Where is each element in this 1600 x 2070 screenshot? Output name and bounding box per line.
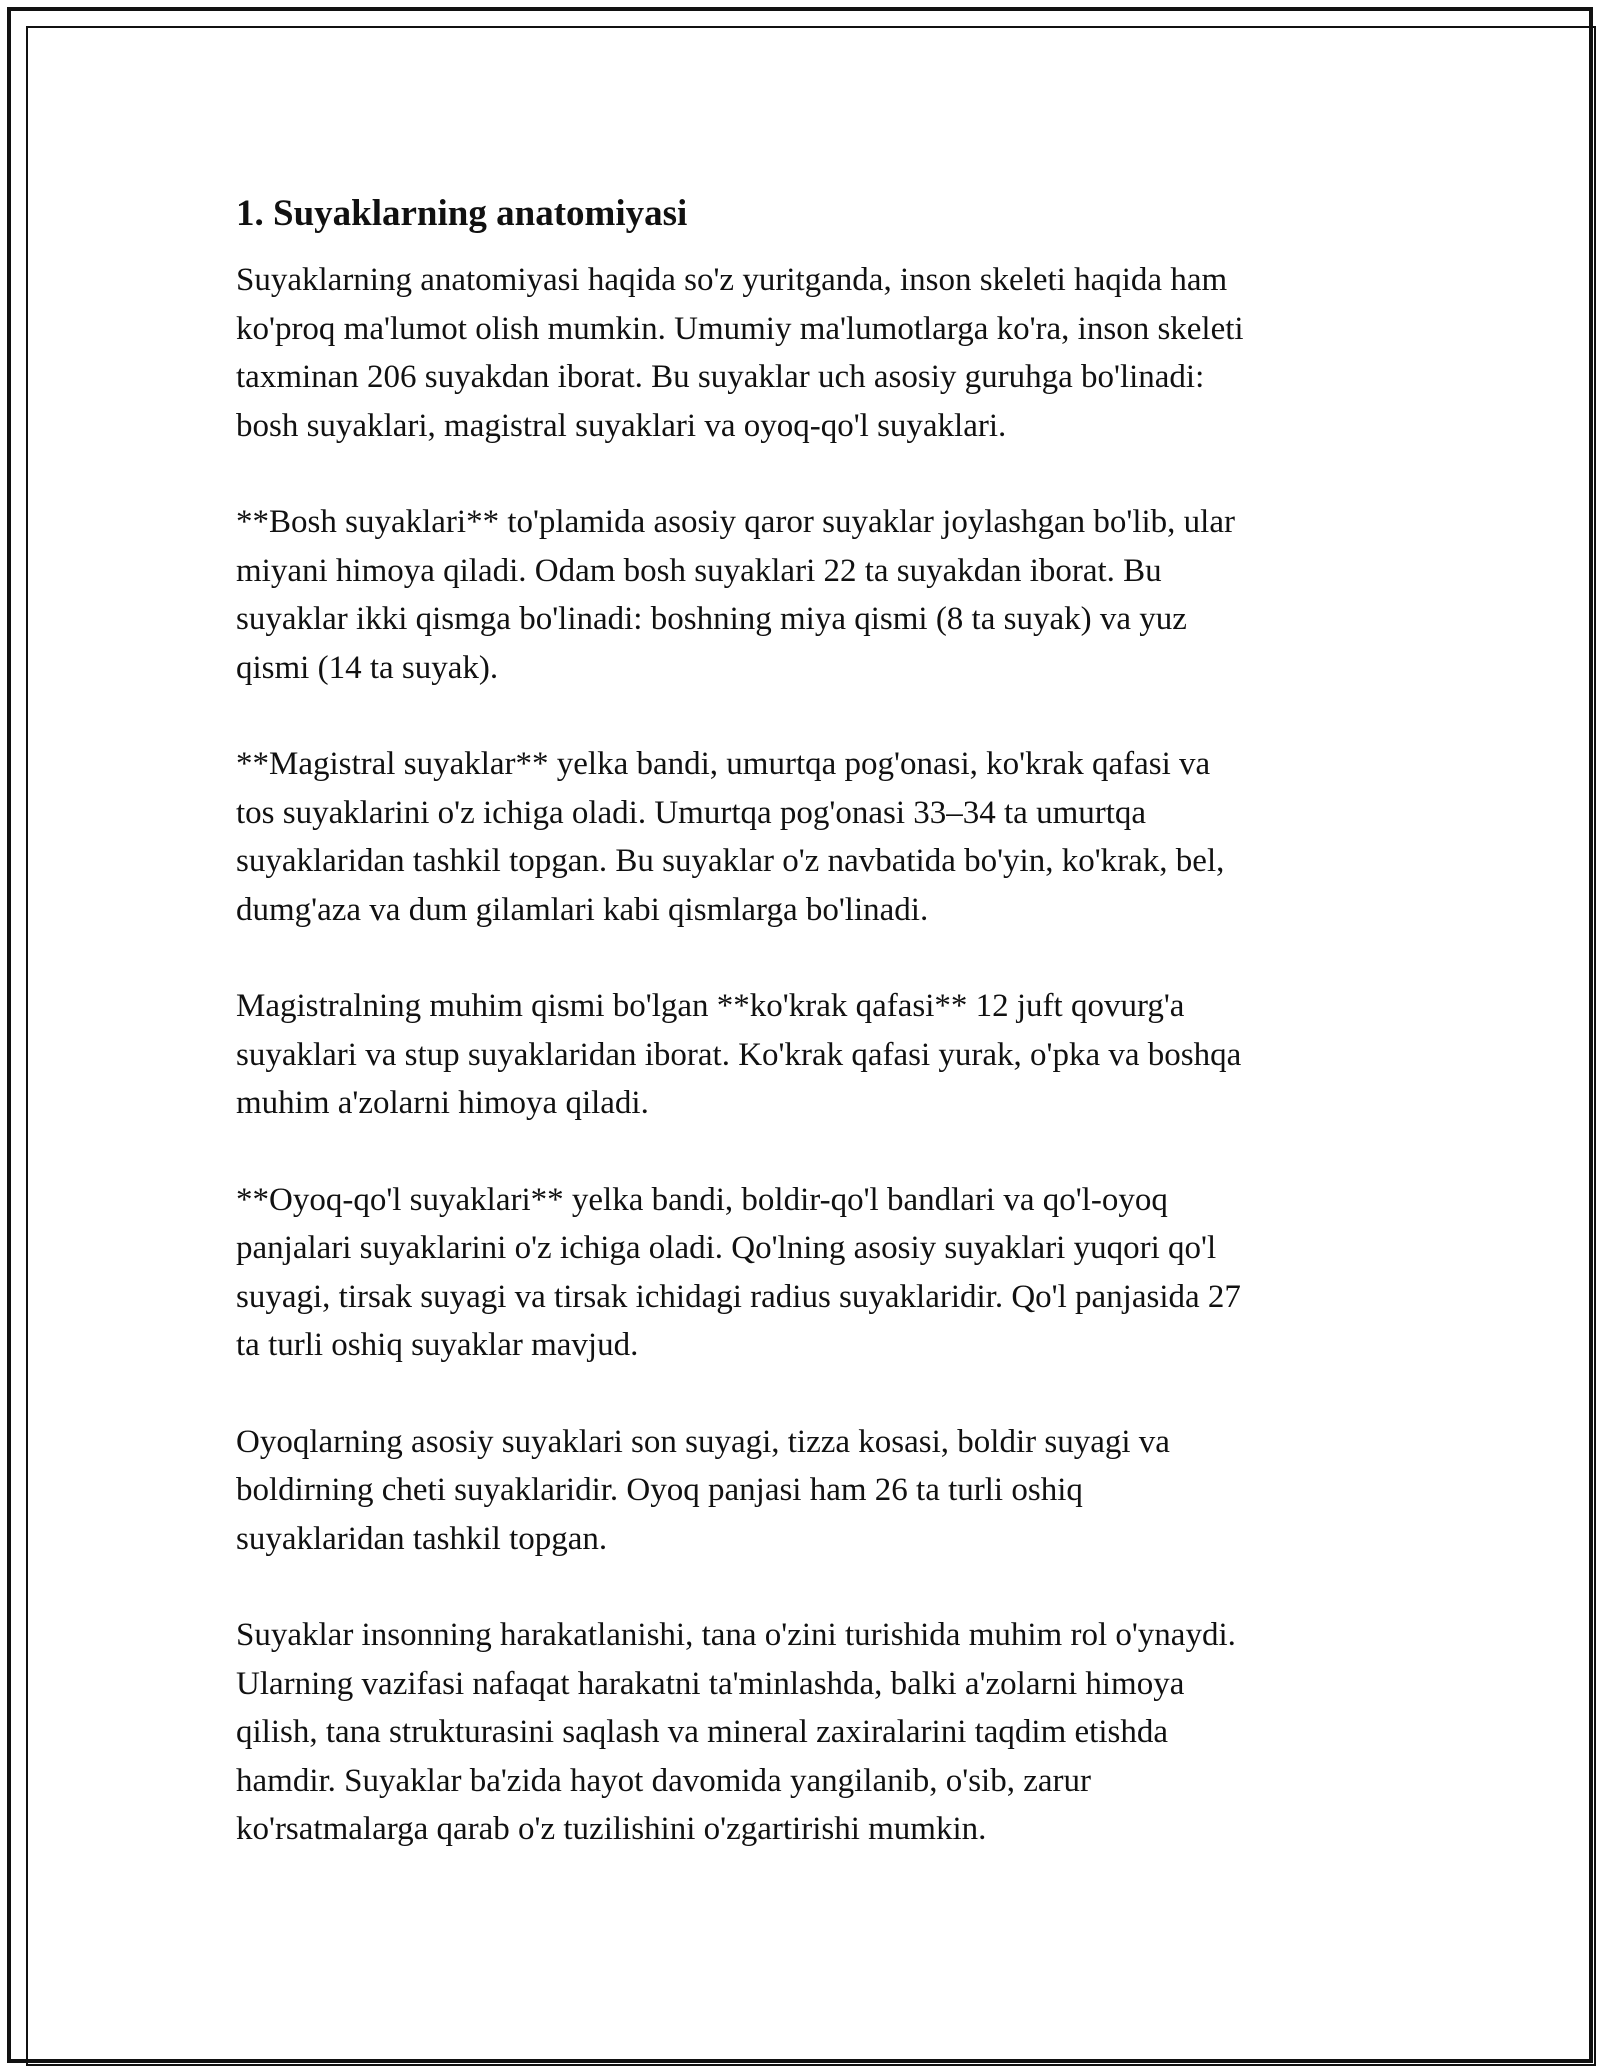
paragraph-skull-bones: **Bosh suyaklari** to'plamida asosiy qaror suyaklar joylashgan bo'lib, ular miyani himoya qiladi. Odam bosh suyaklari 22 ta suyakdan iborat. Bu suyaklar ikki qismga bo'linadi: boshning miya qismi (8 ta suyak) va yuz qismi (14 ta suyak). xyxy=(236,504,1235,686)
paragraph-axial-bones: **Magistral suyaklar** yelka bandi, umurtqa pog'onasi, ko'krak qafasi va tos suyaklarini o'z ichiga oladi. Umurtqa pog'onasi 33–34 ta umurtqa suyaklaridan tashkil topgan. Bu suyaklar o'z navbatida bo'yin, ko'krak, bel, dumg'aza va dum gilamlari kabi qismlarga bo'linadi. xyxy=(236,746,1225,928)
document-body xyxy=(236,186,1386,1854)
section-heading: 1. Suyaklarning anatomiyasi xyxy=(236,193,688,234)
paragraph-intro: Suyaklarning anatomiyasi haqida so'z yuritganda, inson skeleti haqida ham ko'proq ma'lumot olish mumkin. Umumiy ma'lumotlarga ko'ra, inson skeleti taxminan 206 suyakdan iborat. Bu suyaklar uch asosiy guruhga bo'linadi: bosh suyaklari, magistral suyaklari va oyoq-qo'l suyaklari. xyxy=(236,262,1244,444)
paragraph-limb-bones: **Oyoq-qo'l suyaklari** yelka bandi, boldir-qo'l bandlari va qo'l-oyoq panjalari suyaklarini o'z ichiga oladi. Qo'lning asosiy suyaklari yuqori qo'l suyagi, tirsak suyagi va tirsak ichidagi radius suyaklaridir. Qo'l panjasida 27 ta turli oshiq suyaklar mavjud. xyxy=(236,1181,1241,1363)
paragraph-bone-functions: Suyaklar insonning harakatlanishi, tana o'zini turishida muhim rol o'ynaydi. Ularning vazifasi nafaqat harakatni ta'minlashda, balki a'zolarni himoya qilish, tana strukturasini saqlash va mineral zaxiralarini taqdim etishda hamdir. Suyaklar ba'zida hayot davomida yangilanib, o'sib, zarur ko'rsatmalarga qarab o'z tuzilishini o'zgartirishi mumkin. xyxy=(236,1617,1236,1847)
paragraph-leg-bones: Oyoqlarning asosiy suyaklari son suyagi, tizza kosasi, boldir suyagi va boldirning cheti suyaklaridir. Oyoq panjasi ham 26 ta turli oshiq suyaklaridan tashkil topgan. xyxy=(236,1423,1170,1557)
paragraph-rib-cage: Magistralning muhim qismi bo'lgan **ko'krak qafasi** 12 juft qovurg'a suyaklari va stup suyaklaridan iborat. Ko'krak qafasi yurak, o'pka va boshqa muhim a'zolarni himoya qiladi. xyxy=(236,988,1242,1121)
